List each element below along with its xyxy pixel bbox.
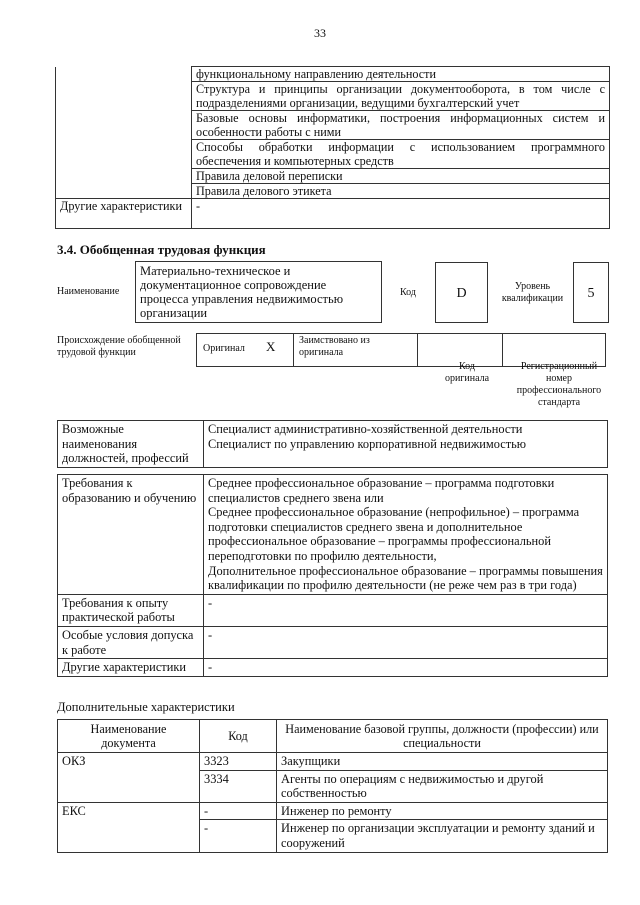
original-mark: X <box>266 339 276 354</box>
code-cell: 3323 <box>200 753 277 771</box>
education-item: Среднее профессиональное образование (непрофильное) – программа подготовки специалистов среднего звена и дополнительное профессиональное образование – программы профессиональной переподготовки по профилю деятельности, <box>208 505 580 563</box>
section-title: 3.4. Обобщенная трудовая функция <box>57 242 266 257</box>
doc-cell: ЕКС <box>58 802 200 820</box>
header-code: Код <box>200 720 277 753</box>
name-label: Наименование <box>57 286 120 297</box>
position-item: Специалист по управлению корпоративной недвижимостью <box>208 436 527 451</box>
doc-cell: ОКЗ <box>58 753 200 771</box>
header-name: Наименование базовой группы, должности (профессии) или специальности <box>277 720 608 753</box>
other-label: Другие характеристики <box>58 659 204 677</box>
original-label: Оригинал <box>203 343 245 354</box>
code-cell: 3334 <box>200 770 277 802</box>
origin-divider <box>417 333 418 367</box>
origin-divider <box>502 333 503 367</box>
knowledge-item: Правила деловой переписки <box>192 169 610 184</box>
additional-table <box>57 719 608 853</box>
knowledge-item: функциональному направлению деятельности <box>192 67 610 82</box>
knowledge-item: Способы обработки информации с использованием программного обеспечения и компьютерных средств <box>192 140 610 169</box>
other-characteristics-label: Другие характеристики <box>56 199 192 229</box>
borrowed-label: Заимствовано из оригинала <box>299 335 370 358</box>
code-cell: - <box>200 802 277 820</box>
level-value: 5 <box>587 286 595 301</box>
positions-table <box>57 420 608 468</box>
blank-label-cell <box>56 169 192 184</box>
other-value: - <box>204 659 608 677</box>
knowledge-item: Базовые основы информатики, построения информационных систем и особенности работы с ними <box>192 111 610 140</box>
knowledge-item: Структура и принципы организации документооборота, в том числе с подразделениями организации, ведущими бухгалтерский учет <box>192 82 610 111</box>
education-item: Среднее профессиональное образование – программа подготовки специалистов среднего звена или <box>208 476 555 505</box>
other-characteristics-value: - <box>192 199 610 229</box>
code-box <box>435 262 488 323</box>
admission-label: Особые условия допуска к работе <box>58 626 204 658</box>
origin-label: Происхождение обобщенной трудовой функции <box>57 335 181 358</box>
education-label: Требования к образованию и обучению <box>58 475 204 595</box>
positions-values <box>204 421 608 468</box>
reg-number-label: Регистрационный номер профессионального стандарта <box>516 361 602 408</box>
blank-label-cell <box>56 82 192 111</box>
additional-title: Дополнительные характеристики <box>57 700 235 714</box>
doc-cell <box>58 820 200 852</box>
function-name-value: Материально-техническое и документационное сопровождение процесса управления недвижимостью организации <box>140 264 344 320</box>
name-cell: Инженер по организации эксплуатации и ремонту зданий и сооружений <box>277 820 608 852</box>
page-number: 33 <box>314 26 326 40</box>
blank-label-cell <box>56 184 192 199</box>
knowledge-item: Правила делового этикета <box>192 184 610 199</box>
header-document: Наименование документа <box>58 720 200 753</box>
table-row <box>58 753 608 771</box>
experience-label: Требования к опыту практической работы <box>58 594 204 626</box>
position-item: Специалист административно-хозяйственной деятельности <box>208 422 523 436</box>
doc-cell <box>58 770 200 802</box>
function-name-box <box>135 261 382 323</box>
requirements-table <box>57 474 608 677</box>
positions-label: Возможные наименования должностей, профессий <box>58 421 204 468</box>
origin-divider <box>293 333 294 367</box>
admission-value: - <box>204 626 608 658</box>
table-row <box>58 820 608 852</box>
name-cell: Закупщики <box>277 753 608 771</box>
education-values <box>204 475 608 595</box>
name-cell: Инженер по ремонту <box>277 802 608 820</box>
knowledge-continuation-table <box>55 66 610 229</box>
code-value: D <box>456 286 467 301</box>
blank-label-cell <box>56 140 192 169</box>
code-cell: - <box>200 820 277 852</box>
table-row <box>58 770 608 802</box>
table-row <box>58 802 608 820</box>
name-cell: Агенты по операциям с недвижимостью и другой собственностью <box>277 770 608 802</box>
code-label: Код <box>400 287 416 298</box>
level-box <box>573 262 609 323</box>
level-label: Уровень квалификации <box>501 281 564 304</box>
blank-label-cell <box>56 67 192 82</box>
code-original-label: Код оригинала <box>444 361 490 384</box>
experience-value: - <box>204 594 608 626</box>
blank-label-cell <box>56 111 192 140</box>
education-item: Дополнительное профессиональное образование – программы повышения квалификации по профилю деятельности (не реже чем раз в три года) <box>208 563 603 593</box>
